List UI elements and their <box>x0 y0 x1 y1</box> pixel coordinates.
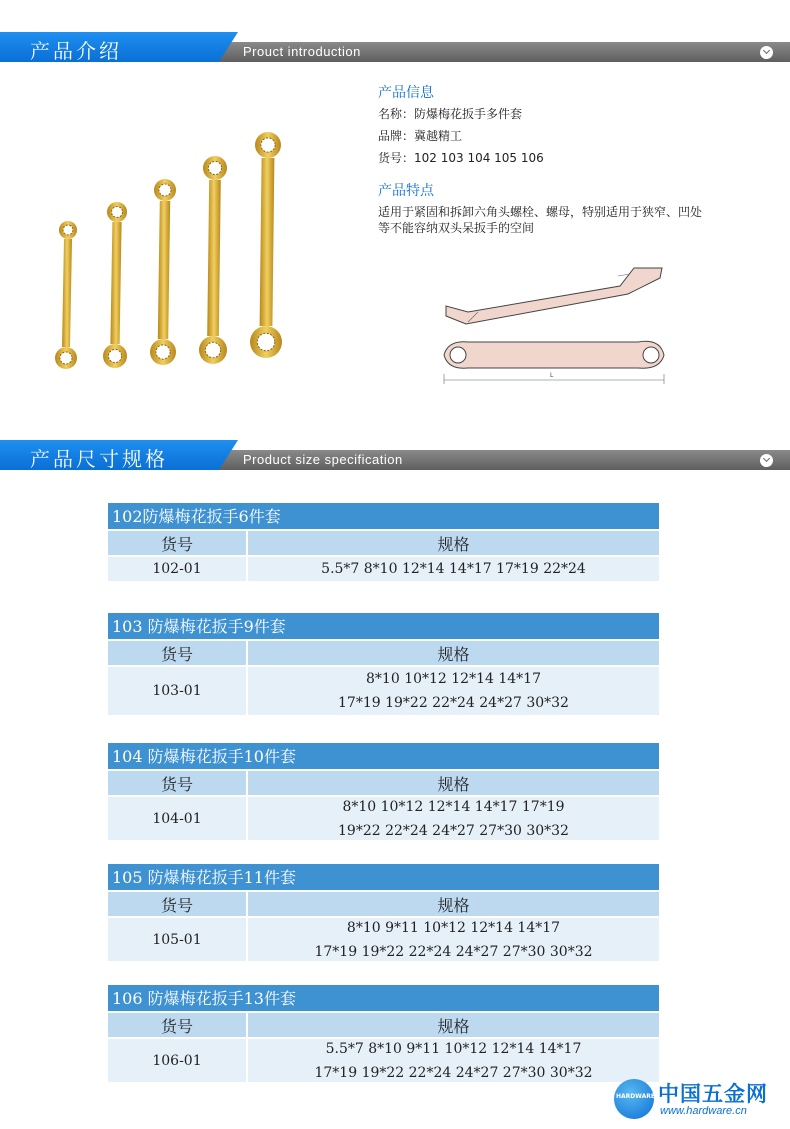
spec-line: 19*22 22*24 24*27 27*30 30*32 <box>338 822 569 839</box>
logo-url: www.hardware.cn <box>660 1105 747 1117</box>
table-header-row <box>108 1011 659 1037</box>
spec-line: 17*19 19*22 22*24 24*27 27*30 30*32 <box>314 1064 593 1081</box>
spec-line: 8*10 10*12 12*14 14*17 <box>366 671 541 687</box>
spec-line: 17*19 19*22 22*24 24*27 30*32 <box>338 695 569 711</box>
product-name: 名称：防爆梅花扳手多件套 <box>378 107 523 121</box>
features-heading-wrap <box>378 180 434 200</box>
hardware-logo[interactable] <box>614 1078 784 1122</box>
wrench-ring-hole <box>108 349 121 362</box>
spec-table-104 <box>108 743 659 840</box>
wrench-set-image <box>40 120 300 380</box>
table-header-row <box>108 769 659 795</box>
wrench-shaft <box>207 180 221 336</box>
spec-title-en: Product size specification <box>243 452 403 467</box>
spec-table-title: 104 防爆梅花扳手10件套 <box>108 743 659 769</box>
spec-table-title: 103 防爆梅花扳手9件套 <box>108 613 659 639</box>
header-spec: 规格 <box>437 534 470 554</box>
spec-line: 5.5*7 8*10 9*11 10*12 12*14 14*17 <box>325 1040 582 1057</box>
cell-spec <box>248 667 659 715</box>
table-row <box>108 1037 659 1082</box>
diagram-ring-left <box>450 347 466 363</box>
spec-table-title: 102防爆梅花扳手6件套 <box>108 503 659 529</box>
cell-model: 105-01 <box>108 918 248 961</box>
wrench-ring-hole <box>159 184 171 196</box>
wrench-ring-hole <box>63 225 73 235</box>
features-line-1: 适用于紧固和拆卸六角头螺栓、螺母，特别适用于狭窄、凹处 <box>378 205 703 219</box>
diagram-side-view <box>446 268 662 324</box>
product-info-heading <box>378 82 434 102</box>
wrench-shaft <box>110 222 121 344</box>
cell-spec <box>248 797 659 840</box>
diagram-ring-right <box>643 347 659 363</box>
product-model: 货号：102 103 104 105 106 <box>378 151 544 165</box>
wrench-shaft <box>158 201 170 339</box>
wrench-ring-hole <box>261 138 275 152</box>
diagram-top-view <box>444 341 664 368</box>
wrench-shaft <box>260 158 275 326</box>
cell-spec <box>248 918 659 961</box>
spec-title-cn: 产品尺寸规格 <box>30 447 168 471</box>
chevron-down-icon[interactable] <box>760 46 773 59</box>
table-row <box>108 555 659 581</box>
table-row <box>108 795 659 840</box>
wrench-diagram <box>438 262 672 387</box>
wrench-ring-hole <box>257 333 275 351</box>
cell-model: 103-01 <box>108 667 248 715</box>
spec-table-title: 105 防爆梅花扳手11件套 <box>108 864 659 890</box>
header-model: 货号 <box>108 1013 248 1037</box>
header-model: 货号 <box>108 771 248 795</box>
spec-line: 17*19 19*22 22*24 24*27 27*30 30*32 <box>314 943 593 960</box>
intro-title-cn: 产品介绍 <box>30 39 122 63</box>
chevron-down-icon[interactable] <box>760 454 773 467</box>
diagram-length-label: L <box>550 372 554 379</box>
logo-badge: HARDWARE <box>616 1093 655 1100</box>
cell-model: 106-01 <box>108 1039 248 1082</box>
wrench-ring-hole <box>156 345 170 359</box>
intro-title-en: Prouct introduction <box>243 44 361 59</box>
spec-line: 8*10 9*11 10*12 12*14 14*17 <box>346 919 561 936</box>
cell-model: 102-01 <box>108 557 248 581</box>
wrenches-group <box>55 132 282 369</box>
spec-table-105 <box>108 864 659 961</box>
spec-table-103 <box>108 613 659 715</box>
header-model: 货号 <box>108 892 248 916</box>
logo-text-cn: 中国五金网 <box>658 1082 768 1106</box>
spec-table-106 <box>108 985 659 1082</box>
header-spec: 规格 <box>437 895 470 915</box>
product-brand: 品牌：冀越精工 <box>378 129 463 143</box>
header-model: 货号 <box>108 531 248 555</box>
wrench-shaft <box>62 239 72 347</box>
cell-spec <box>248 1039 659 1082</box>
header-model: 货号 <box>108 641 248 665</box>
cell-spec <box>248 557 659 581</box>
features-heading: 产品特点 <box>378 183 434 199</box>
table-row <box>108 665 659 715</box>
spec-table-title: 106 防爆梅花扳手13件套 <box>108 985 659 1011</box>
table-row <box>108 916 659 961</box>
table-header-row <box>108 529 659 555</box>
wrench-ring-hole <box>60 352 72 364</box>
header-spec: 规格 <box>437 1016 470 1036</box>
header-spec: 规格 <box>437 644 470 664</box>
wrench-ring-hole <box>205 342 220 357</box>
spec-line: 8*10 10*12 12*14 14*17 17*19 <box>342 798 565 815</box>
wrench-ring-hole <box>208 161 221 174</box>
header-spec: 规格 <box>437 774 470 794</box>
spec-table-102 <box>108 503 659 581</box>
cell-model: 104-01 <box>108 797 248 840</box>
features-line-2: 等不能容纳双头呆扳手的空间 <box>378 221 535 235</box>
info-heading: 产品信息 <box>378 85 434 101</box>
spec-line: 5.5*7 8*10 12*14 14*17 17*19 22*24 <box>321 561 586 577</box>
intro-section-header <box>0 32 790 62</box>
table-header-row <box>108 890 659 916</box>
wrench-ring-hole <box>112 207 123 218</box>
spec-section-header <box>0 440 790 470</box>
table-header-row <box>108 639 659 665</box>
